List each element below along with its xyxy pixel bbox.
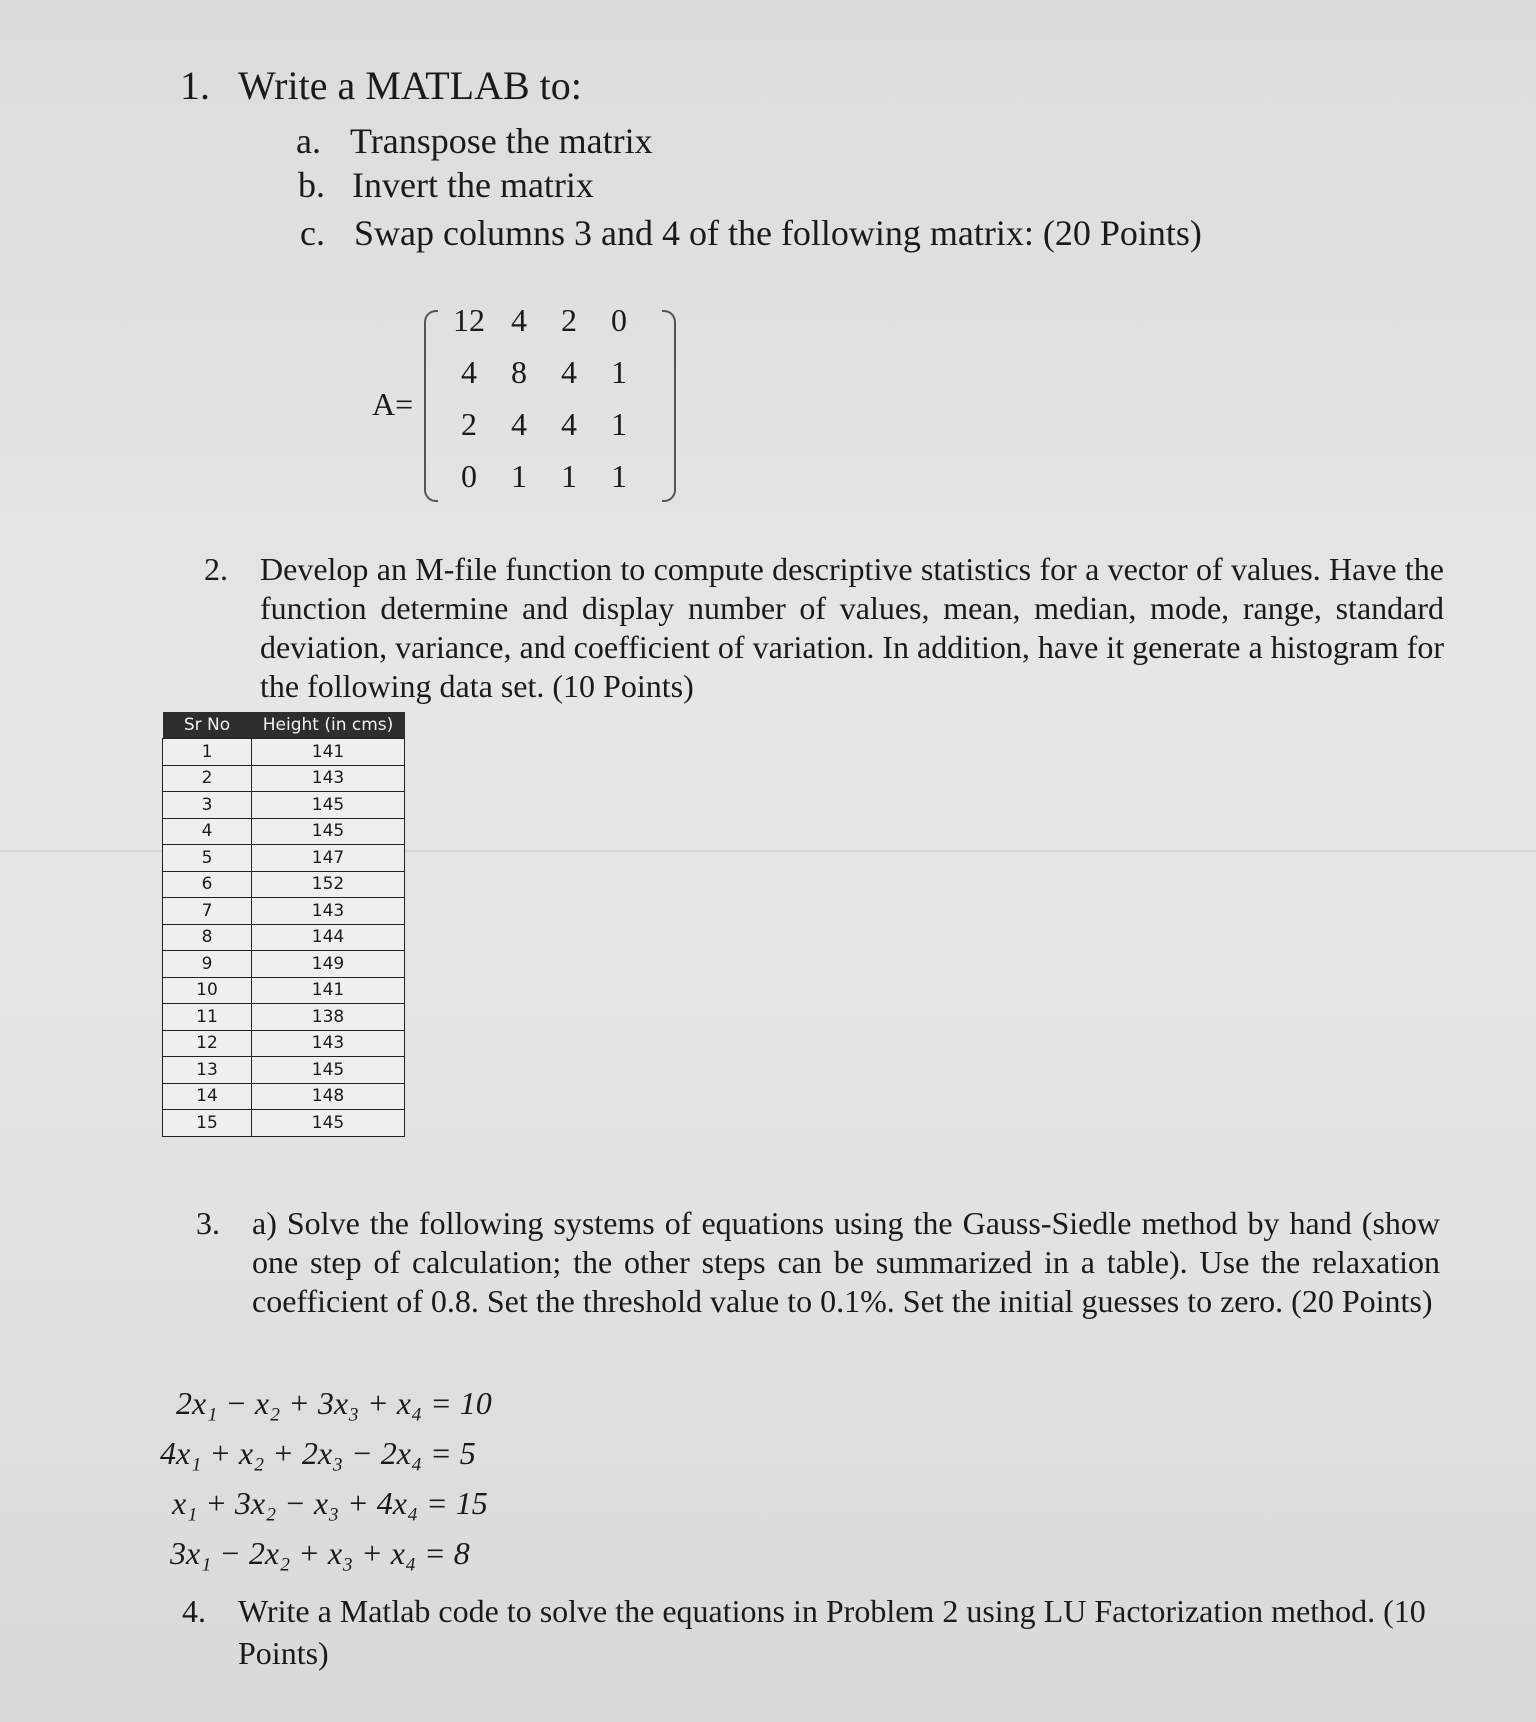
question-1-number: 1.	[180, 63, 210, 108]
matrix-cell: 1	[611, 354, 627, 390]
matrix-row	[444, 302, 644, 354]
header-height: Height (in cms)	[252, 712, 405, 739]
table-row	[163, 1057, 405, 1084]
table-row	[163, 977, 405, 1004]
matrix-right-paren	[662, 310, 676, 502]
table-cell-height: 145	[252, 1110, 405, 1137]
table-row	[163, 1004, 405, 1031]
question-2-number: 2.	[204, 551, 228, 587]
table-row	[163, 818, 405, 845]
question-1a-text: Transpose the matrix	[350, 121, 653, 161]
question-3-number: 3.	[196, 1205, 220, 1241]
equation-2: 4x₁ + x₂ + 2x₃ − 2x₄ = 5	[160, 1435, 476, 1471]
matrix-cell: 2	[561, 302, 577, 338]
table-cell-height: 152	[252, 871, 405, 898]
matrix-left-paren	[424, 310, 438, 502]
question-1c-letter: c.	[300, 213, 325, 253]
matrix-row	[444, 354, 644, 406]
equation-4: 3x₁ − 2x₂ + x₃ + x₄ = 8	[170, 1535, 470, 1571]
matrix-cell: 1	[561, 458, 577, 494]
table-row	[163, 739, 405, 766]
table-cell-height: 145	[252, 792, 405, 819]
matrix-row	[444, 406, 644, 458]
matrix-cell: 4	[561, 406, 577, 442]
question-1c	[300, 212, 1202, 254]
table-cell-sr: 3	[163, 792, 252, 819]
table-cell-height: 143	[252, 898, 405, 925]
question-1c-text: Swap columns 3 and 4 of the following matrix: (20 Points)	[354, 213, 1202, 253]
table-cell-sr: 2	[163, 765, 252, 792]
matrix-cell: 1	[611, 458, 627, 494]
table-cell-height: 149	[252, 951, 405, 978]
matrix-cell: 4	[461, 354, 477, 390]
question-3	[196, 1204, 1440, 1321]
question-1a-letter: a.	[296, 121, 321, 161]
matrix-row	[444, 458, 644, 510]
table-cell-height: 141	[252, 739, 405, 766]
table-cell-sr: 6	[163, 871, 252, 898]
table-row	[163, 765, 405, 792]
table-cell-sr: 1	[163, 739, 252, 766]
table-cell-sr: 7	[163, 898, 252, 925]
table-cell-height: 147	[252, 845, 405, 872]
table-cell-sr: 14	[163, 1083, 252, 1110]
table-cell-sr: 12	[163, 1030, 252, 1057]
matrix-cell: 2	[461, 406, 477, 442]
table-cell-sr: 11	[163, 1004, 252, 1031]
table-row	[163, 1083, 405, 1110]
question-4-number: 4.	[182, 1593, 206, 1629]
table-row	[163, 924, 405, 951]
question-2	[204, 550, 1444, 706]
equation-3: x₁ + 3x₂ − x₃ + 4x₄ = 15	[172, 1485, 488, 1521]
matrix-label: A=	[372, 386, 414, 422]
matrix-grid	[444, 302, 644, 510]
table-cell-sr: 9	[163, 951, 252, 978]
height-data-table	[162, 712, 405, 1137]
table-cell-height: 144	[252, 924, 405, 951]
question-1	[180, 62, 582, 109]
table-row	[163, 1110, 405, 1137]
question-1a	[296, 120, 653, 162]
equation-1: 2x₁ − x₂ + 3x₃ + x₄ = 10	[176, 1385, 492, 1421]
matrix-cell: 0	[611, 302, 627, 338]
matrix-cell: 1	[511, 458, 527, 494]
matrix-cell: 4	[561, 354, 577, 390]
question-2-text: Develop an M-file function to compute descriptive statistics for a vector of values. Have the function determine and display number of values, mean, median, mode, range, standard deviation, variance, and coefficient of variation. In addition, have it generate a histogram for the following data set. (10 Points)	[260, 551, 1444, 704]
question-1-title: Write a MATLAB to:	[238, 63, 582, 108]
matrix-cell: 0	[461, 458, 477, 494]
table-cell-sr: 15	[163, 1110, 252, 1137]
table-header-row	[163, 712, 405, 739]
table-row	[163, 898, 405, 925]
table-cell-sr: 10	[163, 977, 252, 1004]
table-cell-sr: 8	[163, 924, 252, 951]
table-cell-height: 143	[252, 765, 405, 792]
table-cell-height: 148	[252, 1083, 405, 1110]
matrix-cell: 4	[511, 302, 527, 338]
table-cell-sr: 4	[163, 818, 252, 845]
table-row	[163, 951, 405, 978]
table-row	[163, 845, 405, 872]
table-cell-height: 145	[252, 1057, 405, 1084]
question-1b-text: Invert the matrix	[352, 165, 594, 205]
question-4	[182, 1590, 1462, 1674]
table-cell-height: 141	[252, 977, 405, 1004]
matrix-cell: 4	[511, 406, 527, 442]
table-cell-height: 143	[252, 1030, 405, 1057]
header-sr-no: Sr No	[163, 712, 252, 739]
equation-system	[160, 1385, 492, 1585]
question-1b-letter: b.	[298, 165, 325, 205]
matrix-cell: 1	[611, 406, 627, 442]
table-cell-height: 145	[252, 818, 405, 845]
table-row	[163, 1030, 405, 1057]
question-3-text: a) Solve the following systems of equations using the Gauss-Siedle method by hand (show one step of calculation; the other steps can be summarized in a table). Use the relaxation coefficient of 0.8. Set the threshold value to 0.1%. Set the initial guesses to zero. (20 Points)	[252, 1205, 1440, 1319]
table-cell-sr: 13	[163, 1057, 252, 1084]
question-4-text: Write a Matlab code to solve the equations in Problem 2 using LU Factorization method. (10 Points)	[238, 1593, 1426, 1671]
table-cell-sr: 5	[163, 845, 252, 872]
matrix-cell: 8	[511, 354, 527, 390]
table-row	[163, 871, 405, 898]
table-cell-height: 138	[252, 1004, 405, 1031]
question-1b	[298, 164, 594, 206]
table-row	[163, 792, 405, 819]
matrix-cell: 12	[453, 302, 485, 338]
